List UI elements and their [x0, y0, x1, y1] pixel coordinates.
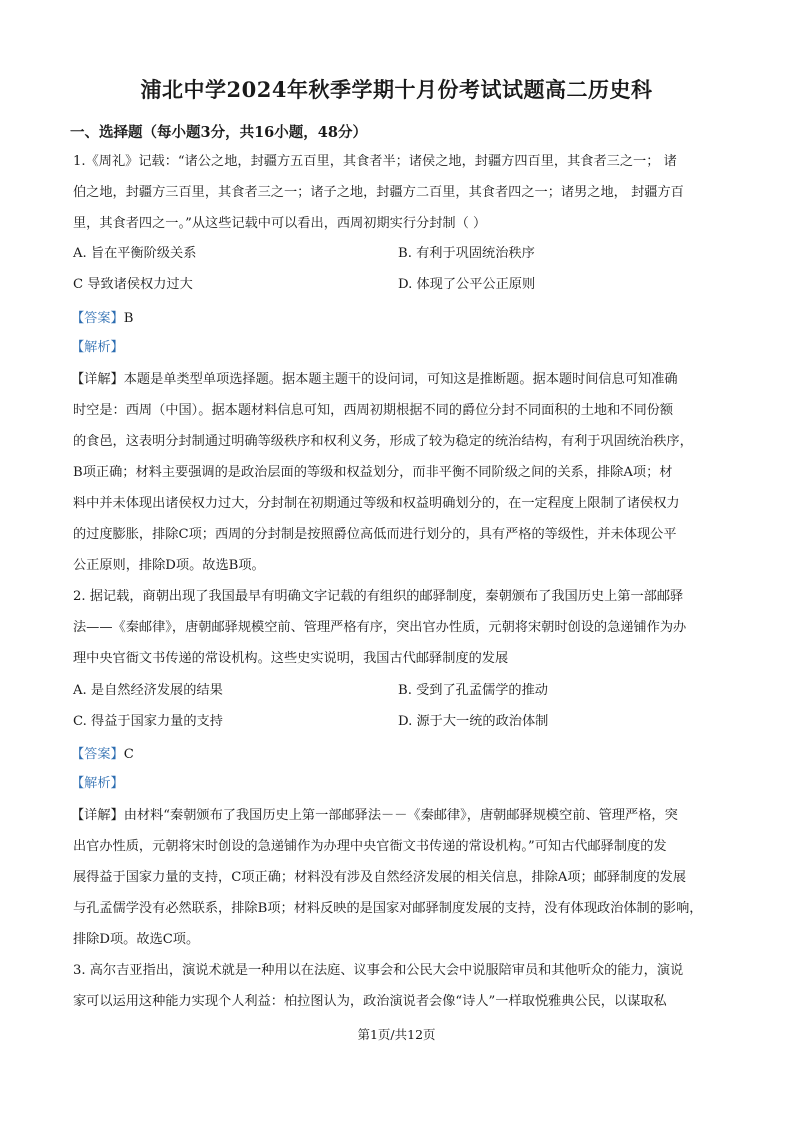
q1-option-c: C 导致诸侯权力过大: [73, 277, 193, 292]
section-heading: 一、选择题（每小题3分，共16小题，48分）: [70, 124, 367, 141]
q2-stem-line-1: 2. 据记载，商朝出现了我国最早有明确文字记载的有组织的邮驿制度，秦朝颁布了我国历史上第一部邮驿: [73, 589, 684, 604]
q2-option-c: C. 得益于国家力量的支持: [73, 714, 223, 729]
exam-title: 浦北中学2024年秋季学期十月份考试试题高二历史科: [140, 77, 653, 102]
detail-tag: 【详解】: [71, 372, 124, 387]
q1-answer: [71, 310, 133, 328]
q1-option-d: D. 体现了公平公正原则: [398, 277, 536, 292]
page-footer: 第1页/共12页: [357, 1027, 436, 1042]
q1-detail-line-1: [71, 371, 678, 389]
q1-option-a: A. 旨在平衡阶级关系: [73, 246, 197, 261]
detail-tag: 【详解】: [71, 808, 124, 823]
q1-analysis-tag: 【解析】: [71, 340, 124, 355]
q2-detail-line-1: [71, 807, 678, 825]
answer-tag: 【答案】: [71, 311, 124, 326]
q1-option-b: B. 有利于巩固统治秩序: [398, 246, 535, 261]
answer-tag: 【答案】: [71, 747, 124, 762]
q2-option-a: A. 是自然经济发展的结果: [73, 683, 223, 698]
q1-stem-line-2: 伯之地，封疆方三百里，其食者三之一；诸子之地，封疆方二百里，其食者四之一；诸男之地， 封疆方百: [73, 185, 684, 200]
q2-analysis-tag: 【解析】: [71, 776, 124, 791]
q2-detail-line-2: 出官办性质，元朝将宋时创设的急递铺作为办理中央官衙文书传递的常设机构。”可知古代邮驿制度的发: [73, 839, 667, 854]
q1-detail-line-2: 时空是：西周（中国）。据本题材料信息可知，西周初期根据不同的爵位分封不同面积的土地和不同份额: [73, 403, 674, 418]
q1-detail-line-3: 的食邑，这表明分封制通过明确等级秩序和权利义务，形成了较为稳定的统治结构，有利于巩固统治秩序，: [73, 434, 693, 449]
q1-detail-text-1: 本题是单类型单项选择题。据本题主题干的设问词，可知这是推断题。据本题时间信息可知准确: [123, 372, 678, 387]
q2-detail-line-4: 与孔孟儒学没有必然联系，排除B项；材料反映的是国家对邮驿制度发展的支持，没有体现政治体制的影响，: [73, 901, 703, 916]
q1-stem-line-1: 1.《周礼》记载：“诸公之地，封疆方五百里，其食者半；诸侯之地，封疆方四百里，其食者三之一； 诸: [73, 154, 677, 169]
q1-answer-value: B: [123, 311, 134, 326]
q2-answer-value: C: [123, 747, 134, 762]
q2-answer: [71, 746, 134, 764]
q2-option-b: B. 受到了孔孟儒学的推动: [398, 683, 548, 698]
q3-stem-line-1: 3. 高尔吉亚指出，演说术就是一种用以在法庭、议事会和公民大会中说服陪审员和其他听众的能力，演说: [73, 963, 684, 978]
q1-detail-line-5: 料中并未体现出诸侯权力过大，分封制在初期通过等级和权益明确划分的，在一定程度上限制了诸侯权力: [73, 496, 680, 511]
q1-detail-line-4: B项正确；材料主要强调的是政治层面的等级和权益划分，而非平衡不同阶级之间的关系，排除A项；材: [73, 465, 673, 480]
q2-stem-line-2: 法——《秦邮律》，唐朝邮驿规模空前、管理严格有序，突出官办性质，元朝将宋朝时创设的急递铺作为办: [73, 620, 687, 635]
q1-detail-line-6: 的过度膨胀，排除C项；西周的分封制是按照爵位高低而进行划分的，具有严格的等级性，并未体现公平: [73, 527, 677, 542]
q2-detail-line-5: 排除D项。故选C项。: [73, 932, 200, 947]
q2-stem-line-3: 理中央官衙文书传递的常设机构。这些史实说明，我国古代邮驿制度的发展: [73, 651, 509, 666]
q1-stem-line-3: 里，其食者四之一。”从这些记载中可以看出，西周初期实行分封制（ ）: [73, 216, 487, 231]
q3-stem-line-2: 家可以运用这种能力实现个人利益：柏拉图认为，政治演说者会像“诗人”一样取悦雅典公民，以谋取私: [73, 994, 667, 1009]
q2-detail-text-1: 由材料“秦朝颁布了我国历史上第一部邮驿法－－《秦邮律》，唐朝邮驿规模空前、管理严格，突: [123, 808, 678, 823]
q2-detail-line-3: 展得益于国家力量的支持，C项正确；材料没有涉及自然经济发展的相关信息，排除A项；邮驿制度的发展: [73, 870, 687, 885]
q1-detail-line-7: 公正原则，排除D项。故选B项。: [73, 558, 265, 573]
q2-option-d: D. 源于大一统的政治体制: [398, 714, 549, 729]
